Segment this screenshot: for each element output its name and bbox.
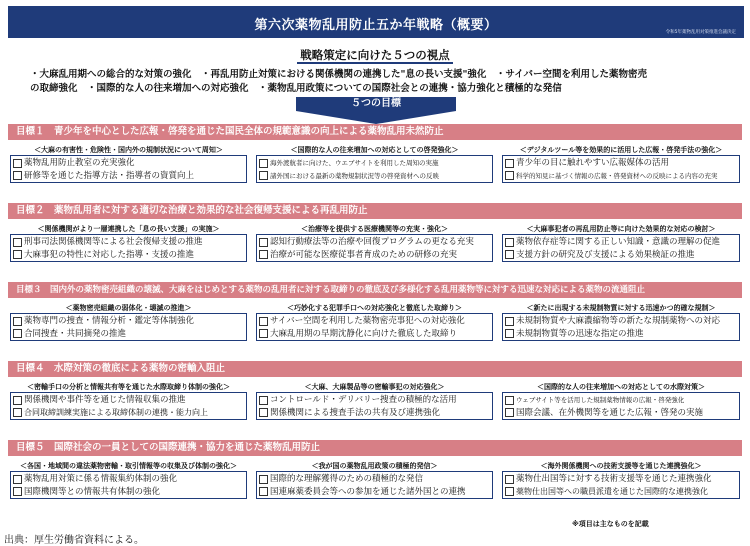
list-item: 国際的な理解獲得のための積極的な発信 xyxy=(259,473,490,486)
checkbox-icon xyxy=(259,396,268,405)
checkbox-icon xyxy=(505,487,514,496)
section-header: ＜我が国の薬物乱用政策の積極的発信＞ xyxy=(311,462,438,470)
checkbox-icon xyxy=(13,329,22,338)
goal-4-bar xyxy=(8,361,742,377)
checkbox-icon xyxy=(13,159,22,168)
checkbox-icon xyxy=(505,329,514,338)
goal-4-title: 目標４ 水際対策の徹底による薬物の密輸入阻止 xyxy=(16,363,226,374)
strategy-line-2: の取締強化 ・国際的な人の往来増加への対応強化 ・薬物乱用政策についての国際社会との連携・協力強化と積極的な発信 xyxy=(30,83,562,94)
footnote: ※項目は主なものを記載 xyxy=(572,520,649,528)
list-item: 研修等を通じた指導方法・指導者の資質向上 xyxy=(13,170,244,183)
section-box xyxy=(10,313,247,341)
section-header: ＜新たに出現する未規制物質に対する迅速かつ的確な規制＞ xyxy=(526,304,716,312)
decision-note: 令和5年薬物乱用対策推進会議決定 xyxy=(665,30,736,35)
checkbox-icon xyxy=(13,396,22,405)
list-item: 国際機関等との情報共有体制の強化 xyxy=(13,486,244,499)
list-item: 薬物乱用防止教室の充実強化 xyxy=(13,157,244,170)
section-header: ＜海外関係機関への技術支援等を通じた連携強化＞ xyxy=(540,462,702,470)
down-arrow-icon xyxy=(296,111,456,124)
section-box xyxy=(502,392,740,420)
section-header: ＜大麻、大麻製品等の密輸事犯の対応強化＞ xyxy=(304,383,445,391)
section-box xyxy=(10,234,247,262)
section-header: ＜薬物密売組織の弱体化・壊滅の推進＞ xyxy=(65,304,192,312)
list-item: 関係機関による捜査手法の共有及び連携強化 xyxy=(259,407,490,420)
section-header: ＜治療等を提供する医療機関等の充実・強化＞ xyxy=(301,225,448,233)
goal-2-bar xyxy=(8,203,742,219)
checkbox-icon xyxy=(13,250,22,259)
list-item: 国連麻薬委員会等への参加を通じた諸外国との連携 xyxy=(259,486,490,499)
section-header: ＜密輸手口の分析と情報共有等を通じた水際取締り体制の強化＞ xyxy=(27,383,230,391)
list-item: 薬物仕出国等への職員派遣を通じた国際的な連携強化 xyxy=(505,486,737,499)
checkbox-icon xyxy=(13,487,22,496)
section-box xyxy=(10,392,247,420)
checkbox-icon xyxy=(13,317,22,326)
list-item: 諸外国における最新の薬物規制状況等の啓発資材への反映 xyxy=(259,170,490,183)
checkbox-icon xyxy=(259,159,268,168)
goal-2-title: 目標２ 薬物乱用者に対する適切な治療と効果的な社会復帰支援による再乱用防止 xyxy=(16,205,368,216)
checkbox-icon xyxy=(259,487,268,496)
checkbox-icon xyxy=(259,238,268,247)
section-header: ＜巧妙化する犯罪手口への対応強化と徹底した取締り＞ xyxy=(287,304,462,312)
section-box xyxy=(502,234,740,262)
checkbox-icon xyxy=(13,475,22,484)
list-item: 未規制物質等の迅速な指定の推進 xyxy=(505,328,737,341)
list-item: 刑事司法関係機関等による社会復帰支援の推進 xyxy=(13,236,244,249)
checkbox-icon xyxy=(505,159,514,168)
checkbox-icon xyxy=(505,171,514,180)
list-item: 大麻事犯の特性に対応した指導・支援の推進 xyxy=(13,249,244,262)
list-item: 治療が可能な医療従事者育成のための研修の充実 xyxy=(259,249,490,262)
checkbox-icon xyxy=(13,238,22,247)
section-header: ＜関係機関がより一層連携した「息の長い支援」の実施＞ xyxy=(37,225,220,233)
list-item: 大麻乱用期の早期沈静化に向けた徹底した取締り xyxy=(259,328,490,341)
section-header: ＜大麻事犯者の再乱用防止等に向けた効果的な対応の検討＞ xyxy=(526,225,716,233)
checkbox-icon xyxy=(505,396,514,405)
section-box xyxy=(502,313,740,341)
list-item: 国際会議、在外機関等を通じた広報・啓発の実施 xyxy=(505,407,737,420)
list-item: 認知行動療法等の治療や回復プログラムの更なる充実 xyxy=(259,236,490,249)
section-box xyxy=(256,392,493,420)
checkbox-icon xyxy=(505,250,514,259)
checkbox-icon xyxy=(13,408,22,417)
goal-5-bar xyxy=(8,440,742,456)
goal-1-bar xyxy=(8,124,742,140)
list-item: 薬物乱用対策に係る情報集約体制の強化 xyxy=(13,473,244,486)
checkbox-icon xyxy=(259,408,268,417)
section-header: ＜国際的な人の往来増加への対応としての啓発強化＞ xyxy=(290,146,459,154)
list-item: 薬物専門の捜査・情報分析・鑑定等体制強化 xyxy=(13,315,244,328)
section-box xyxy=(256,155,493,183)
checkbox-icon xyxy=(13,171,22,180)
list-item: 支援方針の研究及び支援による効果検証の推進 xyxy=(505,249,737,262)
checkbox-icon xyxy=(259,475,268,484)
list-item: ウェブサイト等を活用した規制薬物情報の広報・啓発強化 xyxy=(505,394,737,407)
goal-3-title: 目標３ 国内外の薬物密売組織の壊滅、大麻をはじめとする薬物の乱用者に対する取締りの徹底及び多様化する乱用薬物等に対する迅速な対応による薬物の流通阻止 xyxy=(16,285,646,295)
list-item: 海外渡航者に向けた、ウエブサイトを利用した周知の実施 xyxy=(259,157,490,170)
section-box xyxy=(256,234,493,262)
title-banner xyxy=(8,6,744,38)
checkbox-icon xyxy=(505,408,514,417)
section-header: ＜大麻の有害性・危険性・国内外の規制状況について周知＞ xyxy=(34,146,223,154)
page-title: 第六次薬物乱用防止五か年戦略（概要） xyxy=(254,18,498,33)
list-item: コントロールド・デリバリー捜査の積極的な活用 xyxy=(259,394,490,407)
goal-5-title: 目標５ 国際社会の一員としての国際連携・協力を通じた薬物乱用防止 xyxy=(16,442,321,453)
list-item: 薬物依存症等に関する正しい知識・意識の理解の促進 xyxy=(505,236,737,249)
checkbox-icon xyxy=(259,171,268,180)
strategy-title: 戦略策定に向けた５つの視点 xyxy=(0,47,750,63)
strategy-line-1: ・大麻乱用期への総合的な対策の強化 ・再乱用防止対策における関係機関の連携した"息の長い支援"強化 ・サイバー空間を利用した薬物密売 xyxy=(30,69,648,80)
list-item: 未規制物質や大麻濃縮物等の新たな規制薬物への対応 xyxy=(505,315,737,328)
checkbox-icon xyxy=(505,317,514,326)
list-item: 薬物仕出国等に対する技術支援等を通じた連携強化 xyxy=(505,473,737,486)
list-item: 合同取締訓練実施による取締体制の連携・能力向上 xyxy=(13,407,244,420)
section-box xyxy=(10,471,247,499)
source-note: 出典：厚生労働省資料による。 xyxy=(4,535,144,546)
section-box xyxy=(256,313,493,341)
section-header: ＜各国・地域間の違法薬物密輸・取引情報等の収集及び体制の強化＞ xyxy=(20,462,237,470)
list-item: 青少年の目に触れやすい広報媒体の活用 xyxy=(505,157,737,170)
goal-3-bar xyxy=(8,282,742,298)
checkbox-icon xyxy=(505,238,514,247)
list-item: 科学的知見に基づく情報の広報・啓発資材への反映による内容の充実 xyxy=(505,170,737,183)
checkbox-icon xyxy=(259,250,268,259)
checkbox-icon xyxy=(505,475,514,484)
checkbox-icon xyxy=(259,317,268,326)
list-item: サイバー空間を利用した薬物密売事犯への対応強化 xyxy=(259,315,490,328)
goal-1-title: 目標１ 青少年を中心とした広報・啓発を通じた国民全体の規範意識の向上による薬物乱用未然防止 xyxy=(16,126,444,137)
list-item: 関係機関や事件等を通じた情報収集の推進 xyxy=(13,394,244,407)
section-header: ＜デジタルツール等を効果的に活用した広報・啓発手法の強化＞ xyxy=(519,146,723,154)
section-box xyxy=(256,471,493,499)
section-box xyxy=(502,155,740,183)
goals-banner: ５つの目標 xyxy=(296,97,456,111)
section-box xyxy=(10,155,247,183)
list-item: 合同捜査・共同摘発の推進 xyxy=(13,328,244,341)
section-box xyxy=(502,471,740,499)
checkbox-icon xyxy=(259,329,268,338)
section-header: ＜国際的な人の往来増加への対応としての水際対策＞ xyxy=(537,383,705,391)
